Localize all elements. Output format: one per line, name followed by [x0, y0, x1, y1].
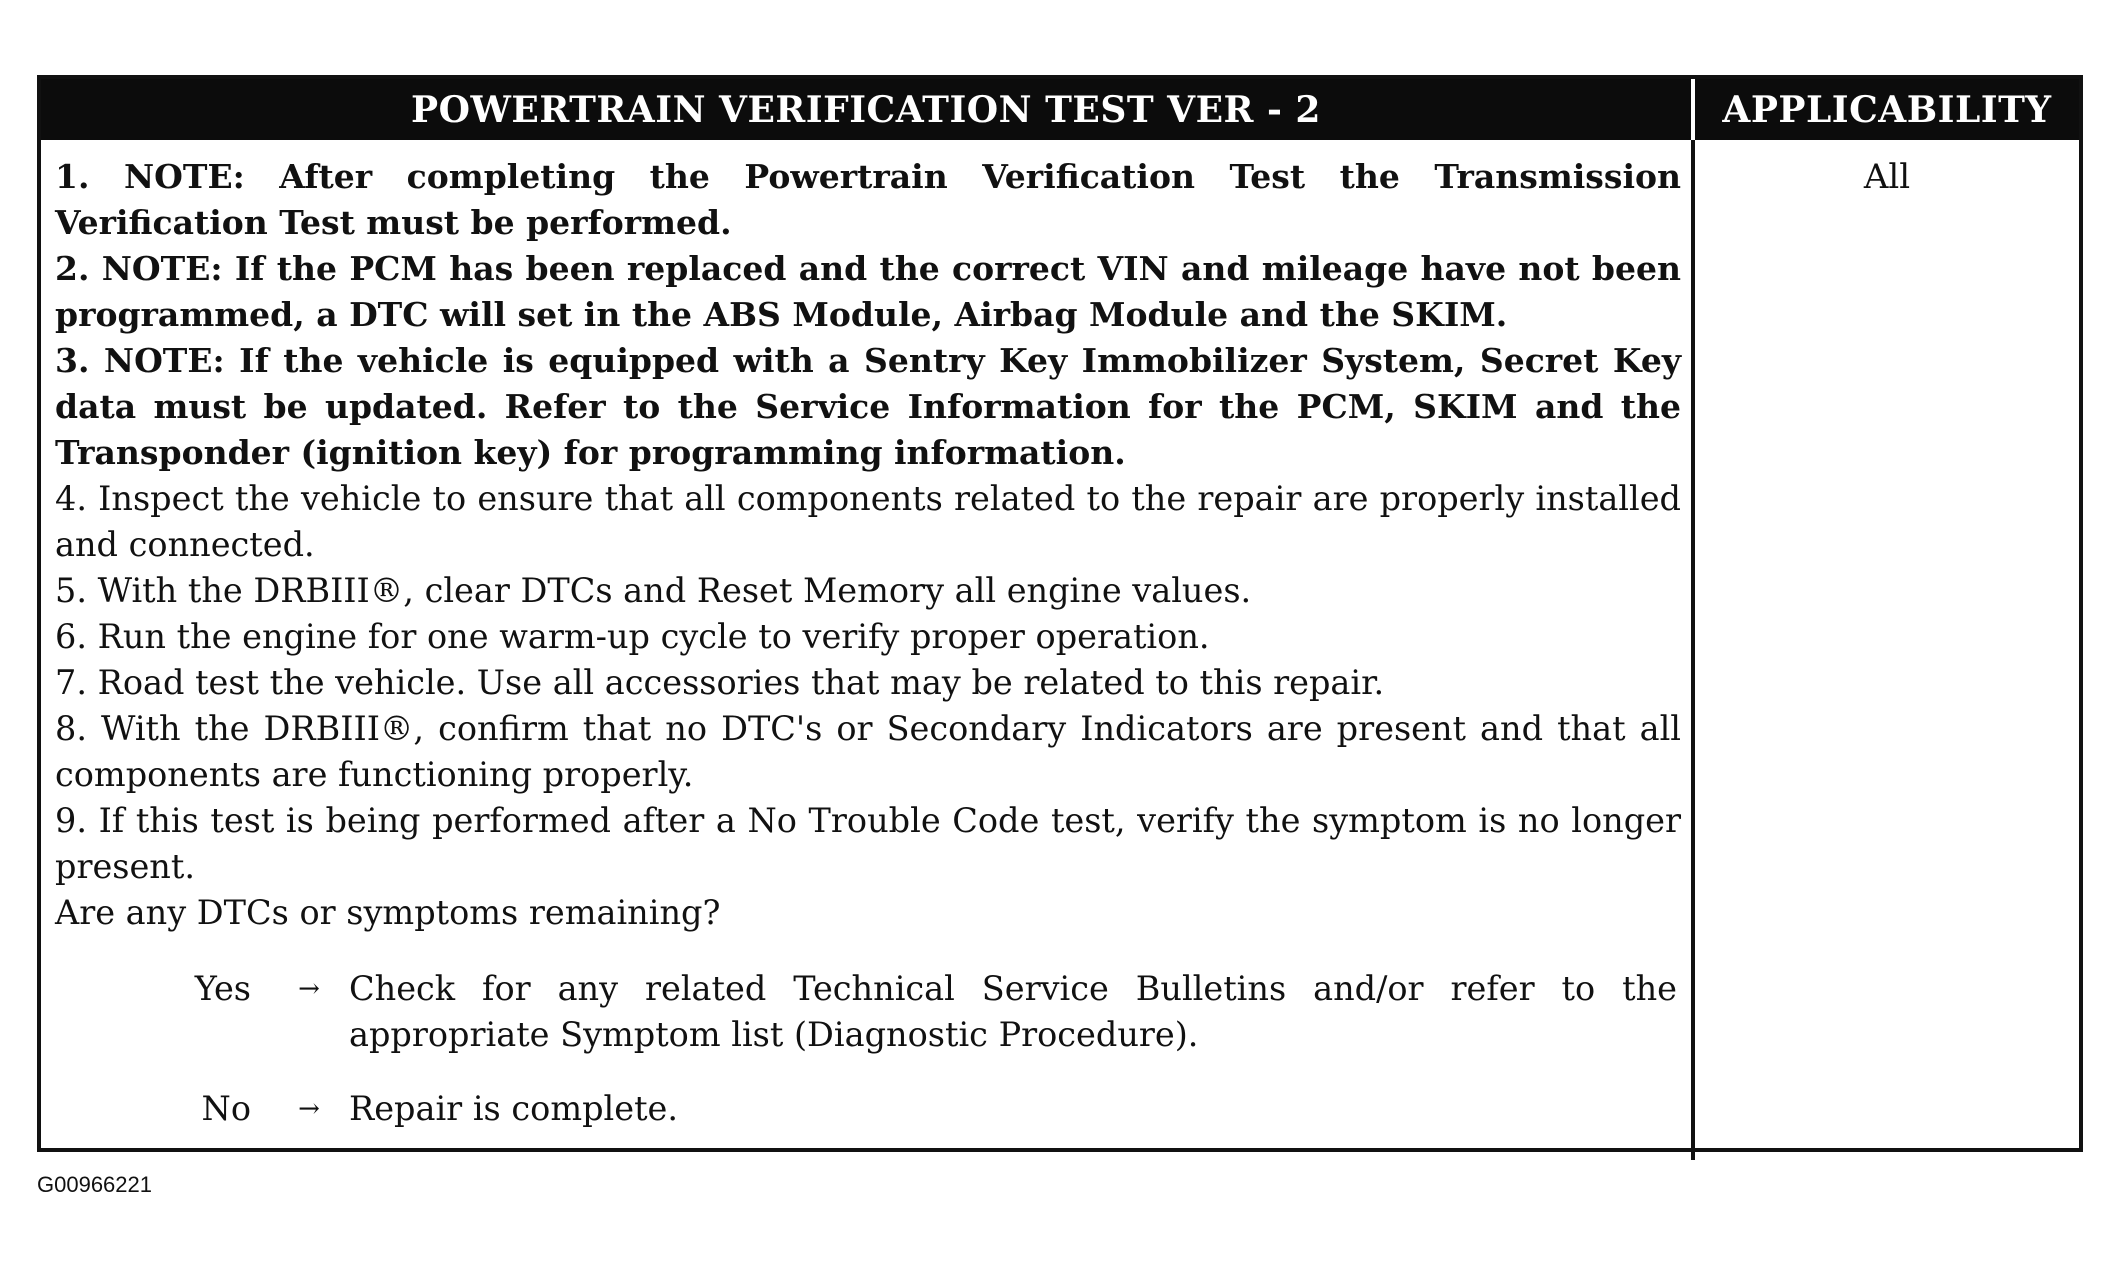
- right-arrow-icon: →: [298, 974, 320, 1004]
- answer-no: [55, 1086, 1681, 1132]
- step-1-note: 1. NOTE: After completing the Powertrain Verification Test the Transmission Verification Test must be performed.: [55, 157, 1681, 242]
- figure-id: G00966221: [37, 1172, 152, 1197]
- applicability-header: APPLICABILITY: [1695, 79, 2079, 140]
- table-title: POWERTRAIN VERIFICATION TEST VER - 2: [41, 79, 1695, 140]
- answer-no-text: Repair is complete.: [349, 1089, 679, 1128]
- answer-yes-key: Yes: [194, 969, 251, 1008]
- step-6: 6. Run the engine for one warm-up cycle to verify proper operation.: [55, 617, 1210, 656]
- answer-yes-text: Check for any related Technical Service Bulletins and/or refer to the appropriate Symptom list (Diagnostic Procedure).: [349, 969, 1677, 1054]
- question-text: Are any DTCs or symptoms remaining?: [55, 893, 721, 932]
- step-3-note: 3. NOTE: If the vehicle is equipped with a Sentry Key Immobilizer System, Secret Key data must be updated. Refer to the Service Information for the PCM, SKIM and the Transponder (ignition key) for programming information.: [55, 341, 1681, 472]
- procedure-cell: [41, 140, 1695, 1160]
- step-5: 5. With the DRBIII®, clear DTCs and Reset Memory all engine values.: [55, 571, 1252, 610]
- verification-test-table: [37, 75, 2083, 1152]
- step-2-note: 2. NOTE: If the PCM has been replaced and the correct VIN and mileage have not been programmed, a DTC will set in the ABS Module, Airbag Module and the SKIM.: [55, 249, 1681, 334]
- right-arrow-icon: →: [298, 1094, 320, 1124]
- step-4: 4. Inspect the vehicle to ensure that all components related to the repair are properly installed and connected.: [55, 479, 1681, 564]
- answers-block: [55, 966, 1681, 1132]
- applicability-value: All: [1863, 157, 1911, 197]
- step-9: 9. If this test is being performed after a No Trouble Code test, verify the symptom is no longer present.: [55, 801, 1681, 886]
- step-7: 7. Road test the vehicle. Use all accessories that may be related to this repair.: [55, 663, 1385, 702]
- answer-yes: [55, 966, 1681, 1058]
- applicability-cell: [1695, 140, 2079, 1160]
- answer-no-key: No: [201, 1089, 251, 1128]
- step-8: 8. With the DRBIII®, confirm that no DTC's or Secondary Indicators are present and that all components are functioning properly.: [55, 709, 1681, 794]
